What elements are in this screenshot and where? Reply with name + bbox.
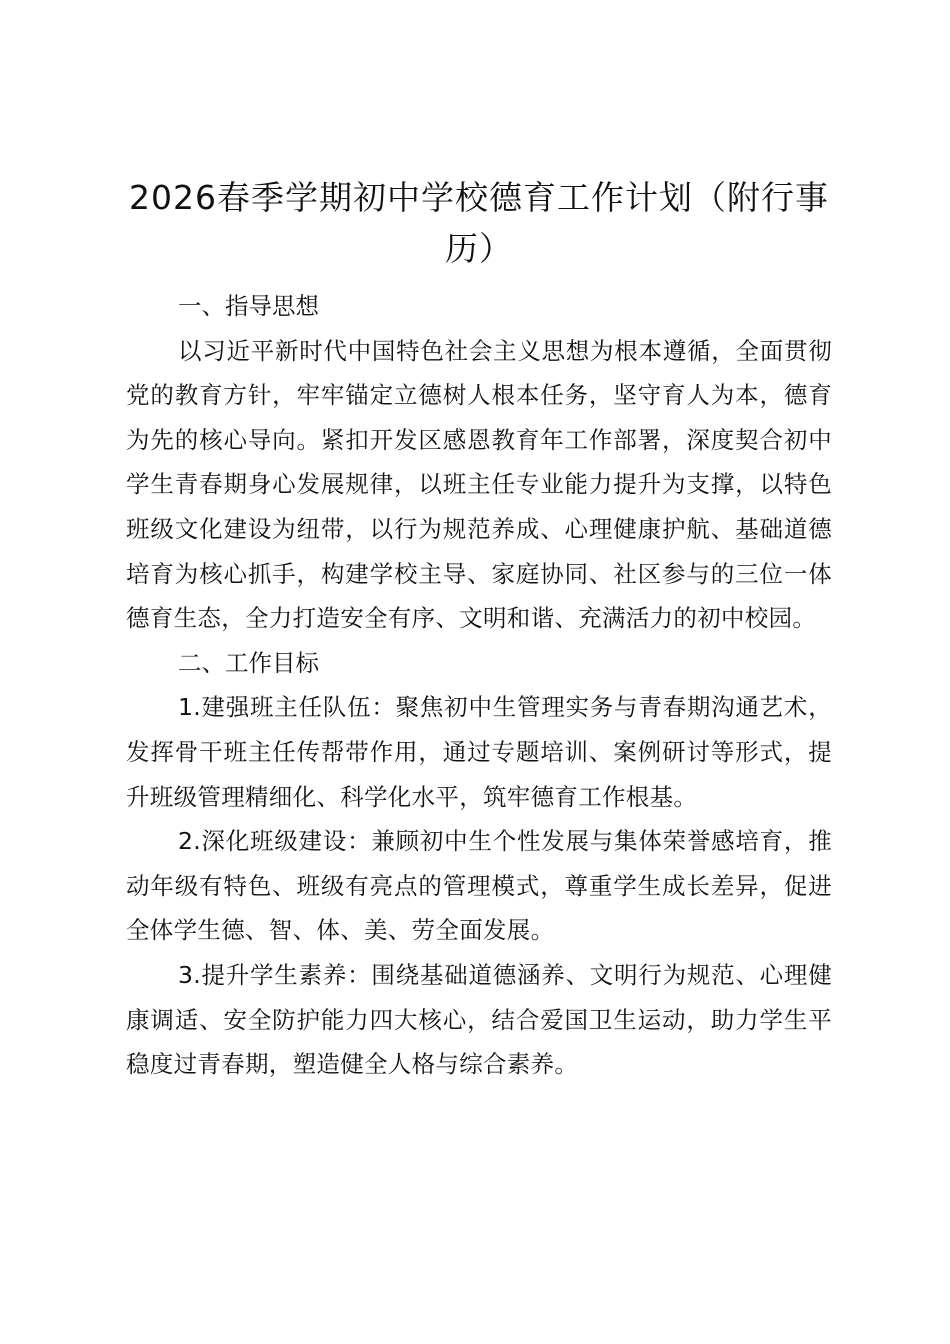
goal-paragraph-class-building: 2.深化班级建设：兼顾初中生个性发展与集体荣誉感培育，推动年级有特色、班级有亮点的管理模式，尊重学生成长差异，促进全体学生德、智、体、美、劳全面发展。 [126, 827, 832, 945]
document-title: 2026春季学期初中学校德育工作计划（附行事历） [129, 178, 829, 268]
section-heading-work-goals: 二、工作目标 [178, 648, 319, 677]
document-body [126, 172, 832, 1087]
guiding-thought-paragraph: 以习近平新时代中国特色社会主义思想为根本遵循，全面贯彻党的教育方针，牢牢锚定立德树人根本任务，坚守育人为本，德育为先的核心导向。紧扣开发区感恩教育年工作部署，深度契合初中学生青春期身心发展规律，以班主任专业能力提升为支撑，以特色班级文化建设为纽带，以行为规范养成、心理健康护航、基础道德培育为核心抓手，构建学校主导、家庭协同、社区参与的三位一体德育生态，全力打造安全有序、文明和谐、充满活力的初中校园。 [126, 336, 832, 633]
goal-paragraph-teacher-team: 1.建强班主任队伍：聚焦初中生管理实务与青春期沟通艺术，发挥骨干班主任传帮带作用，通过专题培训、案例研讨等形式，提升班级管理精细化、科学化水平，筑牢德育工作根基。 [126, 693, 832, 811]
section-heading-guiding-thought: 一、指导思想 [178, 292, 319, 320]
goal-paragraph-student-literacy: 3.提升学生素养：围绕基础道德涵养、文明行为规范、心理健康调适、安全防护能力四大核心，结合爱国卫生运动，助力学生平稳度过青春期，塑造健全人格与综合素养。 [126, 960, 832, 1079]
